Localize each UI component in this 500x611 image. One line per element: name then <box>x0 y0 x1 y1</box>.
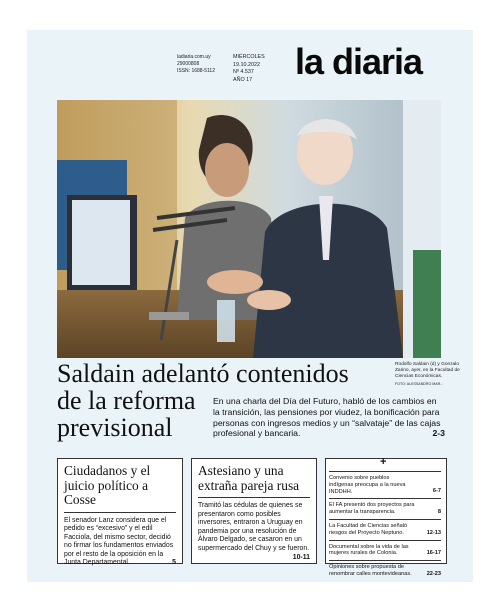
brief-item[interactable] <box>329 560 441 581</box>
brief-item-text: Opiniones sobre propuesta de renombrar calles montevideanas. <box>329 564 412 577</box>
brief-item-pages: 6-7 <box>432 488 441 495</box>
story-box-cosse[interactable] <box>57 458 183 567</box>
weekday-text: MIÉRCOLES <box>233 54 265 60</box>
website-text[interactable]: ladiaria.com.uy <box>177 54 211 60</box>
story-box-astesiano[interactable] <box>191 458 317 564</box>
brief-item-pages: 8 <box>437 508 441 515</box>
photo-credit: FOTO: ALESSANDRO MAR... <box>395 382 444 386</box>
brief-item-text: El FA presentó dos proyectos para aumentar la transparencia. <box>329 502 415 516</box>
lede-pages: 2-3 <box>432 428 445 439</box>
story-box-cosse-pages: 5 <box>172 559 176 567</box>
year-text: AÑO 17 <box>233 76 253 83</box>
brief-item-text: La Facultad de Ciencias señaló riesgos del Proyecto Neptuno. <box>329 522 408 536</box>
story-box-cosse-text <box>64 517 176 569</box>
story-box-astesiano-body: Tramitó las cédulas de quienes se presentaron como posibles inversores, entraron a Uruguay en pandemia por una resolución de Álvaro Delgado, se casaron en un supermercado del Chuy y se fueron. <box>198 502 310 552</box>
divider <box>198 497 310 498</box>
photo-caption-text: Rodolfo Saldain (d) y Gonzalo Zarino, ayer, en la Facultad de Ciencias Económicas. <box>395 362 460 379</box>
masthead-issue-info <box>233 54 265 84</box>
issue-number-text: Nº 4.537 <box>233 69 254 75</box>
newspaper-front-page <box>27 30 473 582</box>
issn-text: ISSN: 1688-5112 <box>177 68 215 74</box>
brief-item[interactable] <box>329 498 441 519</box>
main-headline-line3: previsional <box>57 413 173 442</box>
brief-item-text: Convenio sobre pueblos indígenas preocupa a la nueva INDDHH. <box>329 475 406 495</box>
lead-photo-illustration <box>57 100 441 358</box>
story-box-astesiano-title: Astesiano y una extraña pareja rusa <box>198 463 300 493</box>
divider <box>64 512 176 513</box>
masthead-contact <box>177 54 215 75</box>
brief-item-pages: 12-13 <box>426 529 441 536</box>
brief-item-text: Documental sobre la vida de las mujeres rurales de Colonia. <box>329 543 409 557</box>
story-box-cosse-body: El senador Lanz considera que el pedido es “excesivo” y el edil Facciola, del mismo sector, decidió no firmar los fundamentos enviados por el resto de la oposición en la Junta Departamental. <box>64 516 174 567</box>
plus-icon: + <box>380 456 387 468</box>
briefs-list <box>329 471 441 581</box>
lede-text: En una charla del Día del Futuro, habló de los cambios en la transición, las pensiones por viudez, la bonificación para personas con ingresos medios y un “salvataje” de las cajas profesional y bancaria. <box>213 396 441 439</box>
story-box-cosse-title: Ciudadanos y el juicio político a Cosse <box>64 463 151 507</box>
main-story-lede <box>213 396 445 439</box>
photo-caption <box>395 362 473 387</box>
brief-item-pages: 16-17 <box>426 550 441 557</box>
newspaper-logo[interactable]: la diaria <box>295 41 423 82</box>
main-headline-line2: de la reforma <box>57 386 196 415</box>
main-headline-line1: Saldain adelantó contenidos <box>57 359 349 388</box>
date-text: 19.10.2022 <box>233 61 260 68</box>
brief-item[interactable] <box>329 519 441 540</box>
brief-item[interactable] <box>329 471 441 498</box>
story-box-astesiano-text <box>198 502 310 561</box>
lead-photo[interactable] <box>57 100 441 358</box>
phone-text: 29000808 <box>177 61 200 67</box>
brief-item-pages: 22-23 <box>426 570 441 577</box>
story-box-astesiano-pages: 10-11 <box>292 553 310 561</box>
brief-item[interactable] <box>329 540 441 561</box>
